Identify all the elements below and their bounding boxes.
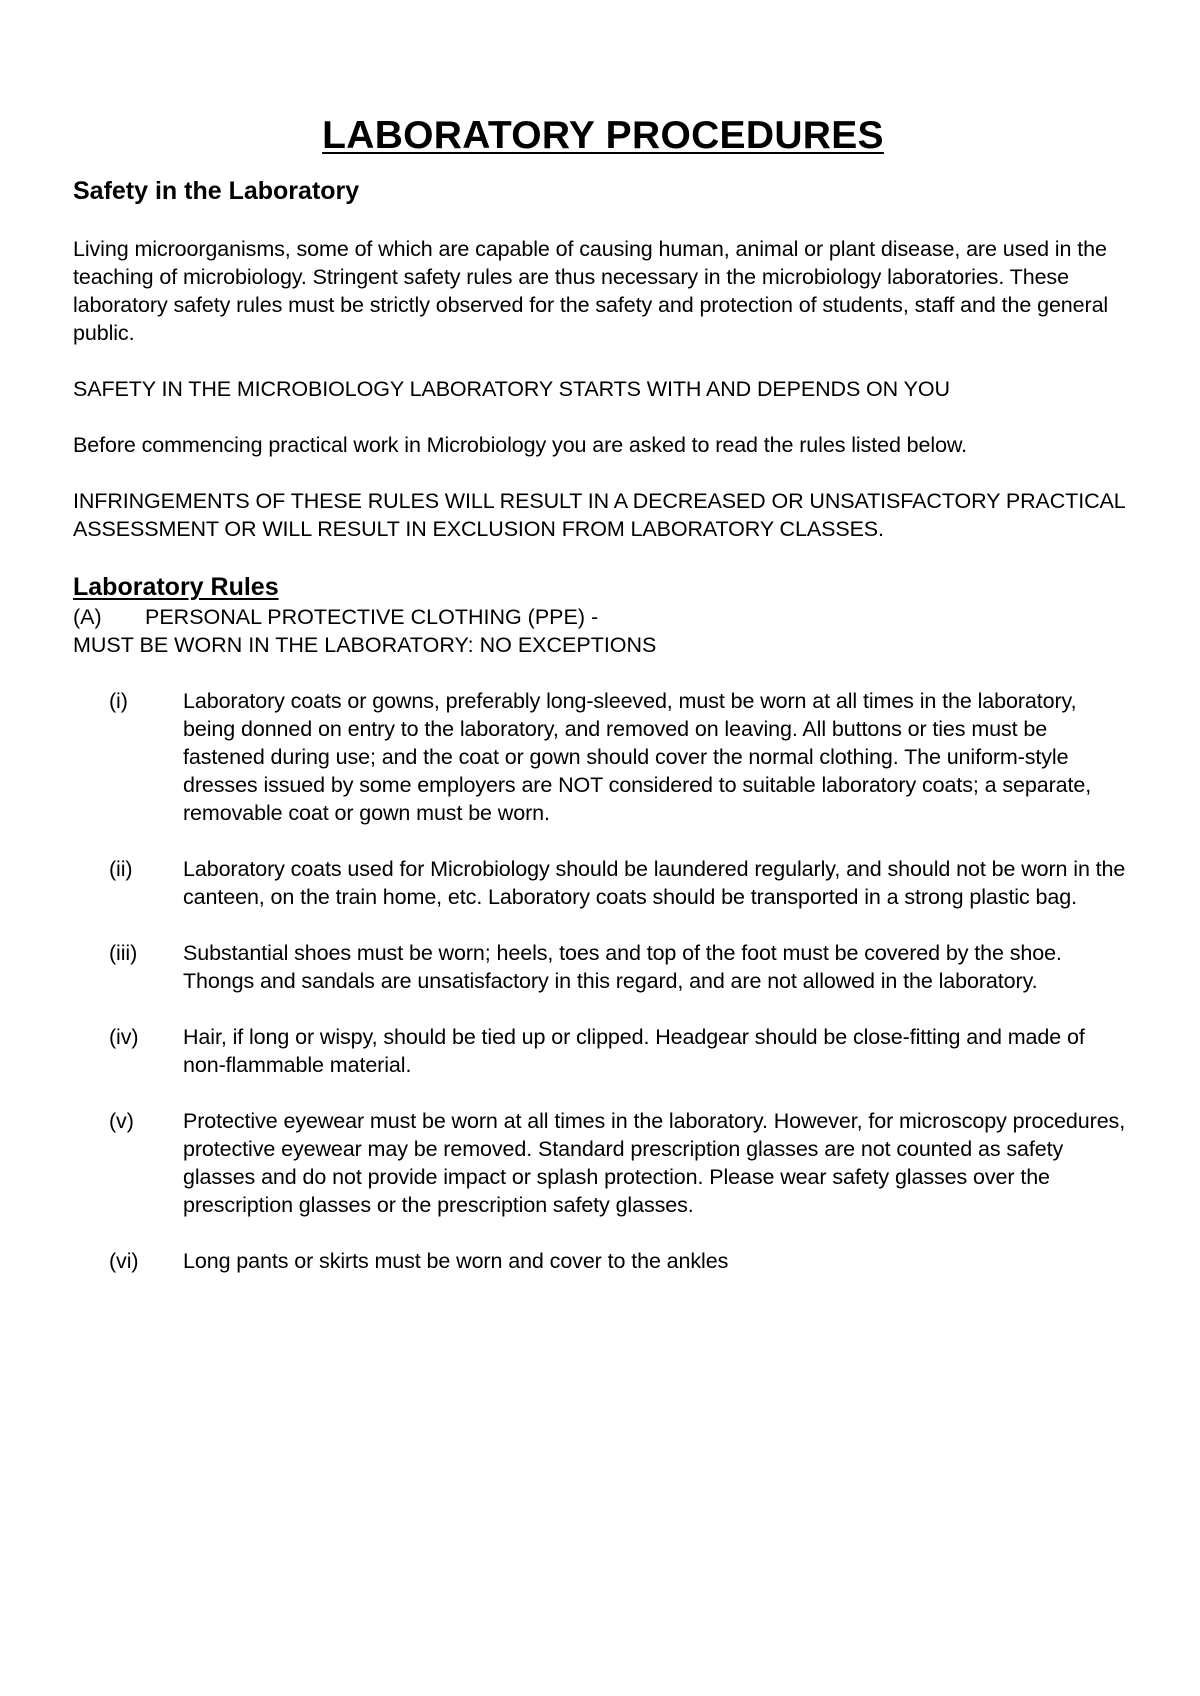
- before-commencing-paragraph: Before commencing practical work in Microbiology you are asked to read the rules listed below.: [73, 433, 968, 457]
- rule-text: Hair, if long or wispy, should be tied up or clipped. Headgear should be close-fitting and made of non-flammable material.: [183, 1025, 1085, 1077]
- rule-number: (vi): [109, 1249, 139, 1273]
- rule-number: (ii): [109, 857, 133, 881]
- list-item: [73, 1023, 1133, 1079]
- safety-statement: SAFETY IN THE MICROBIOLOGY LABORATORY STARTS WITH AND DEPENDS ON YOU: [73, 377, 950, 401]
- list-item: [73, 687, 1133, 827]
- ppe-heading: [73, 603, 1133, 631]
- intro-paragraph: Living microorganisms, some of which are capable of causing human, animal or plant disease, are used in the teaching of microbiology. Stringent safety rules are thus necessary in the microbiology laboratories. These laboratory safety rules must be strictly observed for the safety and protection of students, staff and the general public.: [73, 237, 1109, 345]
- rule-text: Substantial shoes must be worn; heels, toes and top of the foot must be covered by the shoe. Thongs and sandals are unsatisfactory in this regard, and are not allowed in the laboratory.: [183, 941, 1062, 993]
- list-item: [73, 855, 1133, 911]
- list-item: [73, 1247, 1133, 1275]
- rule-text: Protective eyewear must be worn at all times in the laboratory. However, for microscopy procedures, protective eyewear may be removed. Standard prescription glasses are not counted as safety glasses and do not provide impact or splash protection. Please wear safety glasses over the prescription glasses or the prescription safety glasses.: [183, 1109, 1126, 1217]
- rule-text: Long pants or skirts must be worn and cover to the ankles: [183, 1249, 729, 1273]
- rule-number: (iv): [109, 1025, 139, 1049]
- ppe-note: MUST BE WORN IN THE LABORATORY: NO EXCEPTIONS: [73, 633, 657, 657]
- list-item: [73, 939, 1133, 995]
- section-heading: Safety in the Laboratory: [73, 177, 360, 205]
- document-page: [73, 112, 1133, 1303]
- rules-heading: Laboratory Rules: [73, 573, 279, 601]
- rule-list: [73, 687, 1133, 1275]
- ppe-marker: (A): [73, 605, 102, 629]
- rule-text: Laboratory coats or gowns, preferably long-sleeved, must be worn at all times in the laboratory, being donned on entry to the laboratory, and removed on leaving. All buttons or ties must be fastened during use; and the coat or gown should cover the normal clothing. The uniform-style dresses issued by some employers are NOT considered to suitable laboratory coats; a separate, removable coat or gown must be worn.: [183, 689, 1092, 825]
- document-title: LABORATORY PROCEDURES: [322, 114, 884, 157]
- rule-number: (iii): [109, 941, 138, 965]
- rule-number: (v): [109, 1109, 134, 1133]
- ppe-label: PERSONAL PROTECTIVE CLOTHING (PPE) -: [145, 605, 599, 629]
- rule-number: (i): [109, 689, 128, 713]
- infringements-warning: INFRINGEMENTS OF THESE RULES WILL RESULT IN A DECREASED OR UNSATISFACTORY PRACTICAL ASSESSMENT OR WILL RESULT IN EXCLUSION FROM LABORATORY CLASSES.: [73, 489, 1125, 541]
- rule-text: Laboratory coats used for Microbiology should be laundered regularly, and should not be worn in the canteen, on the train home, etc. Laboratory coats should be transported in a strong plastic bag.: [183, 857, 1126, 909]
- list-item: [73, 1107, 1133, 1219]
